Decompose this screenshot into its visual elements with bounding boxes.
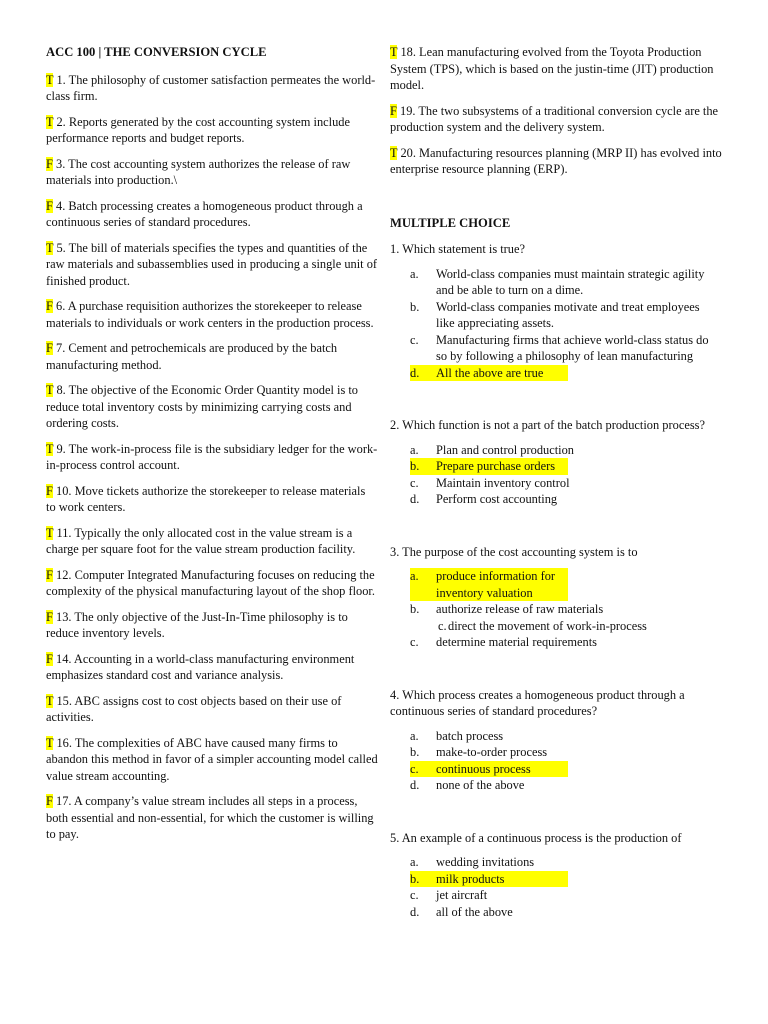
- option-label: direct the movement of work-in-process: [448, 618, 647, 633]
- answer-option: [410, 475, 730, 492]
- statement-text: 20. Manufacturing resources planning (MRP II) has evolved into enterprise resource planning (ERP).: [390, 145, 722, 176]
- answer-option: [410, 458, 568, 475]
- answer-options: [390, 568, 730, 651]
- option-text: [436, 491, 716, 508]
- option-label: authorize release of raw materials: [436, 602, 604, 616]
- answer-option: [410, 332, 730, 365]
- answer-marker: T: [390, 45, 398, 59]
- question-text: 1. Which statement is true?: [390, 242, 525, 256]
- statement-text: 3. The cost accounting system authorizes the release of raw materials into production.\: [46, 156, 351, 187]
- answer-option: [410, 491, 730, 508]
- statement-text: 8. The objective of the Economic Order Quantity model is to reduce total inventory costs by minimizing carrying costs and ordering costs.: [46, 383, 359, 430]
- statement-text: 1. The philosophy of customer satisfaction permeates the world-class firm.: [46, 72, 376, 103]
- true-false-item: [46, 483, 378, 516]
- option-letter: b.: [410, 459, 420, 473]
- true-false-list-left: [46, 72, 378, 843]
- answer-marker: T: [46, 441, 54, 456]
- statement-text: 9. The work-in-process file is the subsidiary ledger for the work-in-process control account.: [46, 441, 378, 472]
- multiple-choice-heading: MULTIPLE CHOICE: [390, 215, 511, 230]
- true-false-item: [390, 103, 730, 136]
- option-letter: c.: [410, 761, 419, 776]
- answer-option: [410, 266, 730, 299]
- answer-marker: F: [46, 794, 53, 808]
- answer-marker: T: [46, 735, 54, 750]
- option-letter: c.: [410, 332, 419, 347]
- true-false-item: [46, 382, 378, 432]
- option-text: [436, 761, 568, 778]
- option-letter: a.: [410, 266, 419, 281]
- statement-text: 13. The only objective of the Just-In-Time philosophy is to reduce inventory levels.: [46, 609, 348, 640]
- answer-marker: F: [46, 567, 53, 582]
- answer-marker: T: [46, 114, 54, 129]
- answer-option: [410, 887, 730, 904]
- option-letter: d.: [410, 904, 420, 919]
- option-letter: c.: [410, 635, 419, 649]
- answer-option: [410, 299, 730, 332]
- answer-marker: F: [46, 299, 53, 313]
- option-letter: c.: [410, 475, 419, 490]
- true-false-item: [46, 198, 378, 231]
- question-block: [390, 830, 730, 921]
- question-text: 3. The purpose of the cost accounting system is to: [390, 544, 638, 559]
- option-text: [436, 601, 716, 618]
- answer-marker: F: [46, 483, 53, 498]
- true-false-item: [46, 793, 378, 843]
- option-text: [436, 365, 568, 382]
- option-text: [436, 854, 716, 871]
- true-false-list-right: [390, 44, 730, 178]
- option-label: Plan and control production: [436, 442, 574, 457]
- true-false-item: [46, 298, 378, 331]
- option-letter: d.: [410, 778, 420, 792]
- option-letter: b.: [410, 871, 420, 886]
- answer-marker: T: [46, 72, 54, 87]
- true-false-item: [46, 609, 378, 642]
- option-label: batch process: [436, 728, 504, 743]
- option-label: Maintain inventory control: [436, 475, 570, 490]
- option-text: [436, 871, 568, 888]
- statement-text: 10. Move tickets authorize the storekeeper to release materials to work centers.: [46, 483, 366, 514]
- option-label: Perform cost accounting: [436, 492, 558, 506]
- option-label: determine material requirements: [436, 635, 598, 649]
- statement-text: 19. The two subsystems of a traditional conversion cycle are the production system and the delivery system.: [390, 103, 719, 134]
- option-text: [436, 728, 716, 745]
- option-label: Manufacturing firms that achieve world-class status do so by following a philosophy of lean manufacturing: [436, 332, 709, 363]
- answer-marker: T: [46, 693, 54, 708]
- answer-marker: F: [390, 103, 397, 118]
- option-letter: c.: [438, 618, 447, 633]
- answer-options: [390, 442, 730, 508]
- answer-marker: F: [46, 156, 53, 171]
- question-text: 2. Which function is not a part of the batch production process?: [390, 418, 705, 432]
- answer-option: [410, 442, 730, 459]
- answer-option: [410, 761, 568, 778]
- option-label: World-class companies motivate and treat employees like appreciating assets.: [436, 299, 700, 330]
- true-false-item: [390, 44, 730, 94]
- option-letter: a.: [410, 728, 419, 743]
- right-column: [390, 44, 730, 956]
- answer-marker: T: [46, 240, 54, 255]
- option-text: [436, 634, 716, 651]
- answer-option: [410, 854, 730, 871]
- statement-text: 14. Accounting in a world-class manufacturing environment emphasizes standard cost and variance analysis.: [46, 651, 355, 682]
- answer-option: [410, 871, 568, 888]
- question-text: 4. Which process creates a homogeneous product through a continuous series of standard procedures?: [390, 687, 685, 718]
- left-column: [46, 44, 378, 852]
- option-text: [436, 266, 716, 299]
- question-block: [390, 544, 730, 651]
- option-text: [436, 744, 716, 761]
- option-letter: b.: [410, 299, 420, 314]
- statement-text: 18. Lean manufacturing evolved from the Toyota Production System (TPS), which is based on the justin-time (JIT) production model.: [390, 45, 714, 92]
- option-label: wedding invitations: [436, 855, 535, 869]
- answer-marker: T: [46, 525, 54, 540]
- answer-marker: T: [390, 145, 398, 160]
- answer-options: [390, 266, 730, 382]
- statement-text: 2. Reports generated by the cost accounting system include performance reports and budget reports.: [46, 114, 350, 145]
- option-text: [436, 887, 716, 904]
- option-text: [436, 904, 716, 921]
- option-label: make-to-order process: [436, 745, 548, 759]
- statement-text: 17. A company’s value stream includes all steps in a process, both essential and non-essential, for which the customer is willing to pay.: [46, 794, 374, 841]
- answer-marker: F: [46, 609, 53, 624]
- option-label: World-class companies must maintain strategic agility and be able to turn on a dime.: [436, 266, 705, 297]
- option-letter: a.: [410, 569, 419, 583]
- option-letter: a.: [410, 855, 419, 869]
- true-false-item: [46, 441, 378, 474]
- multiple-choice-list: [390, 241, 730, 920]
- true-false-item: [46, 114, 378, 147]
- option-letter: d.: [410, 365, 420, 380]
- question-text: 5. An example of a continuous process is the production of: [390, 830, 682, 845]
- true-false-item: [46, 240, 378, 290]
- question-block: [390, 417, 730, 508]
- highlighted-answer: continuous process: [436, 761, 531, 776]
- answer-marker: F: [46, 651, 53, 666]
- answer-option: [410, 744, 730, 761]
- answer-option: [410, 365, 568, 382]
- answer-options: [390, 854, 730, 920]
- option-text: [436, 332, 716, 365]
- option-text: [436, 475, 716, 492]
- statement-text: 6. A purchase requisition authorizes the storekeeper to release materials to individuals or work centers in the production process.: [46, 299, 374, 330]
- option-letter: b.: [410, 602, 420, 616]
- option-letter: d.: [410, 492, 420, 506]
- option-label: jet aircraft: [436, 888, 488, 902]
- answer-marker: F: [46, 341, 53, 355]
- answer-option: [410, 728, 730, 745]
- option-text: [436, 458, 568, 475]
- statement-text: 16. The complexities of ABC have caused many firms to abandon this method in favor of a simpler accounting model called value stream accounting.: [46, 735, 378, 783]
- option-text: [436, 442, 716, 459]
- true-false-item: [46, 693, 378, 726]
- statement-text: 5. The bill of materials specifies the types and quantities of the raw materials and subassemblies used in producing a single unit of finished product.: [46, 240, 378, 288]
- option-label: none of the above: [436, 778, 525, 792]
- answer-marker: F: [46, 198, 53, 213]
- answer-option: [410, 568, 568, 601]
- question-block: [390, 687, 730, 794]
- option-text: [448, 618, 728, 635]
- answer-option: [410, 634, 730, 651]
- true-false-item: [46, 156, 378, 189]
- highlighted-answer: Prepare purchase orders: [436, 459, 556, 473]
- question-block: [390, 241, 730, 381]
- option-letter: b.: [410, 745, 420, 759]
- true-false-item: [46, 735, 378, 785]
- true-false-item: [390, 145, 730, 178]
- true-false-item: [46, 340, 378, 373]
- option-text: [436, 568, 568, 601]
- option-text: [436, 299, 716, 332]
- true-false-item: [46, 651, 378, 684]
- answer-marker: T: [46, 383, 54, 397]
- statement-text: 4. Batch processing creates a homogeneous product through a continuous series of standard procedures.: [46, 198, 363, 229]
- answer-option: [410, 777, 730, 794]
- answer-option: [410, 601, 730, 618]
- statement-text: 12. Computer Integrated Manufacturing focuses on reducing the complexity of the physical manufacturing layout of the shop floor.: [46, 567, 375, 598]
- true-false-item: [46, 72, 378, 105]
- option-letter: c.: [410, 888, 419, 902]
- answer-option: [410, 904, 730, 921]
- document-title: ACC 100 | THE CONVERSION CYCLE: [46, 45, 267, 59]
- statement-text: 7. Cement and petrochemicals are produced by the batch manufacturing method.: [46, 341, 338, 372]
- option-label: all of the above: [436, 904, 513, 919]
- answer-options: [390, 728, 730, 794]
- highlighted-answer: All the above are true: [436, 365, 544, 380]
- option-letter: a.: [410, 442, 419, 457]
- true-false-item: [46, 525, 378, 558]
- option-text: [436, 777, 716, 794]
- highlighted-answer: milk products: [436, 871, 505, 886]
- answer-option: [438, 618, 730, 635]
- statement-text: 15. ABC assigns cost to cost objects based on their use of activities.: [46, 693, 342, 724]
- true-false-item: [46, 567, 378, 600]
- statement-text: 11. Typically the only allocated cost in the value stream is a charge per square foot for the value stream production facility.: [46, 525, 356, 556]
- highlighted-answer: produce information for inventory valuation: [436, 569, 556, 600]
